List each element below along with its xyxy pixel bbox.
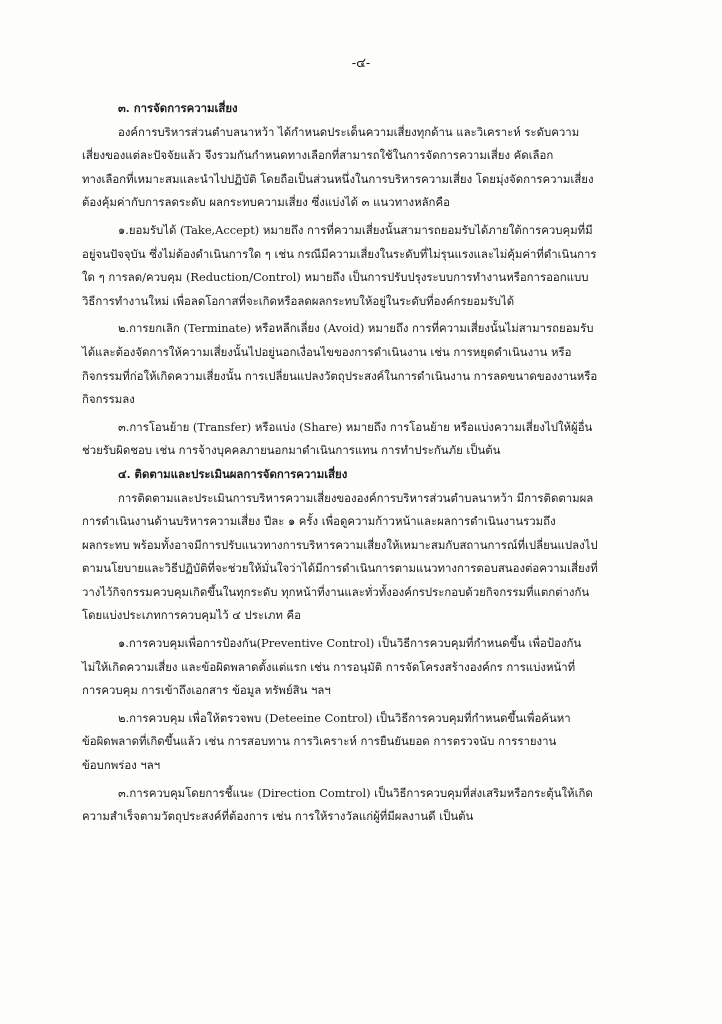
text-line: ช่วยรับผิดชอบ เช่น การจ้างบุคคลภายนอกมาดำเนินการแทน การทำประกันภัย เป็นต้น <box>82 443 501 458</box>
paragraph-directive-control <box>82 782 657 829</box>
text-line: การติดตามและประเมินการบริหารความเสี่ยงขององค์การบริหารส่วนตำบลนาหว้า มีการติดตามผล <box>118 490 594 505</box>
text-line: ความสำเร็จตามวัตถุประสงค์ที่ต้องการ เช่น การให้รางวัลแก่ผู้ที่มีผลงานดี เป็นต้น <box>82 809 474 824</box>
text-line: ทางเลือกที่เหมาะสมและนำไปปฏิบัติ โดยถือเป็นส่วนหนึ่งในการบริหารความเสี่ยง โดยมุ่งจัดการความเสี่ยง <box>82 171 594 186</box>
text-line: เสี่ยงของแต่ละปัจจัยแล้ว จึงรวมกันกำหนดทางเลือกที่สามารถใช้ในการจัดการความเสี่ยง คัดเลือก <box>82 148 554 163</box>
text-line: การควบคุม การเข้าถึงเอกสาร ข้อมูล ทรัพย์สิน ฯลฯ <box>82 683 331 698</box>
text-line: อยู่จนปัจจุบัน ซึ่งไม่ต้องดำเนินการใด ๆ เช่น กรณีมีความเสี่ยงในระดับที่ไม่รุนแรงและไม่คุ้มค่าที่ดำเนินการ <box>82 246 597 261</box>
section-heading-monitoring: ๔. ติดตามและประเมินผลการจัดการความเสี่ยง <box>118 466 348 481</box>
paragraph-preventive-control <box>82 632 657 703</box>
paragraph-risk-intro <box>82 121 657 215</box>
text-line: ตามนโยบายและวิธีปฏิบัติที่จะช่วยให้มั่นใจว่าได้มีการดำเนินการตามแนวทางการตอบสนองต่อความเสี่ยงที่ <box>82 561 598 576</box>
text-line: วิธีการทำงานใหม่ เพื่อลดโอกาสที่จะเกิดหรือลดผลกระทบให้อยู่ในระดับที่องค์กรยอมรับได้ <box>82 293 515 308</box>
text-line: ผลกระทบ พร้อมทั้งอาจมีการปรับแนวทางการบริหารความเสี่ยงให้เหมาะสมกับสถานการณ์ที่เปลี่ยนแปลงไป <box>82 537 598 552</box>
text-line: วางไว้กิจกรรมควบคุมเกิดขึ้นในทุกระดับ ทุกหน้าที่งานและทั่วทั้งองค์กรประกอบด้วยกิจกรรมที่แตกต่างกัน <box>82 584 590 599</box>
paragraph-accept <box>82 219 657 313</box>
section-heading-risk-management: ๓. การจัดการความเสี่ยง <box>118 101 238 115</box>
text-line: ไม่ให้เกิดความเสี่ยง และข้อผิดพลาดตั้งแต่แรก เช่น การอนุมัติ การจัดโครงสร้างองค์กร การแบ่งหน้าที่ <box>82 659 576 674</box>
paragraph-monitoring-intro <box>82 487 657 629</box>
document-body <box>82 97 657 829</box>
text-line: ๓.การโอนย้าย (Transfer) หรือแบ่ง (Share) หมายถึง การโอนย้าย หรือแบ่งความเสี่ยงไปให้ผู้อื่น <box>118 419 593 434</box>
paragraph-transfer <box>82 416 657 463</box>
text-line: ข้อบกพร่อง ฯลฯ <box>82 758 161 773</box>
text-line: กิจกรรมลง <box>82 392 135 407</box>
page-number: -๔- <box>351 56 371 71</box>
text-line: โดยแบ่งประเภทการควบคุมไว้ ๔ ประเภท คือ <box>82 608 301 623</box>
paragraph-terminate <box>82 317 657 411</box>
text-line: ๓.การควบคุมโดยการชี้แนะ (Direction Comtrol) เป็นวิธีการควบคุมที่ส่งเสริมหรือกระตุ้นให้เกิด <box>118 785 593 800</box>
text-line: ๒.การควบคุม เพื่อให้ตรวจพบ (Deteeine Control) เป็นวิธีการควบคุมที่กำหนดขึ้นเพื่อค้นหา <box>118 710 571 725</box>
text-line: ๒.การยกเลิก (Terminate) หรือหลีกเลี่ยง (Avoid) หมายถึง การที่ความเสี่ยงนั้นไม่สามารถยอมรับ <box>118 321 594 336</box>
text-line: ต้องคุ้มค่ากับการลดระดับ ผลกระทบความเสี่ยง ซึ่งแบ่งได้ ๓ แนวทางหลักคือ <box>82 195 450 210</box>
text-line: ๑.ยอมรับได้ (Take,Accept) หมายถึง การที่ความเสี่ยงนั้นสามารถยอมรับได้ภายใต้การควบคุมที่มี <box>118 222 593 237</box>
text-line: การดำเนินงานด้านบริหารความเสี่ยง ปีละ ๑ ครั้ง เพื่อดูความก้าวหน้าและผลการดำเนินงานรวมถึง <box>82 514 556 529</box>
text-line: ๑.การควบคุมเพื่อการป้องกัน(Preventive Control) เป็นวิธีการควบคุมที่กำหนดขึ้น เพื่อป้องกัน <box>118 636 582 651</box>
text-line: ใด ๆ การลด/ควบคุม (Reduction/Control) หมายถึง เป็นการปรับปรุงระบบการทำงานหรือการออกแบบ <box>82 270 589 285</box>
text-line: ได้และต้องจัดการให้ความเสี่ยงนั้นไปอยู่นอกเงื่อนไขของการดำเนินงาน เช่น การหยุดดำเนินงาน หรือ <box>82 344 572 359</box>
text-line: กิจกรรมที่ก่อให้เกิดความเสี่ยงนั้น การเปลี่ยนแปลงวัตถุประสงค์ในการดำเนินงาน การลดขนาดของงานหรือ <box>82 368 598 383</box>
text-line: องค์การบริหารส่วนตำบลนาหว้า ได้กำหนดประเด็นความเสี่ยงทุกด้าน และวิเคราะห์ ระดับความ <box>118 124 580 139</box>
paragraph-detective-control <box>82 707 657 778</box>
text-line: ข้อผิดพลาดที่เกิดขึ้นแล้ว เช่น การสอบทาน การวิเคราะห์ การยืนยันยอด การตรวจนับ การรายงาน <box>82 734 557 749</box>
